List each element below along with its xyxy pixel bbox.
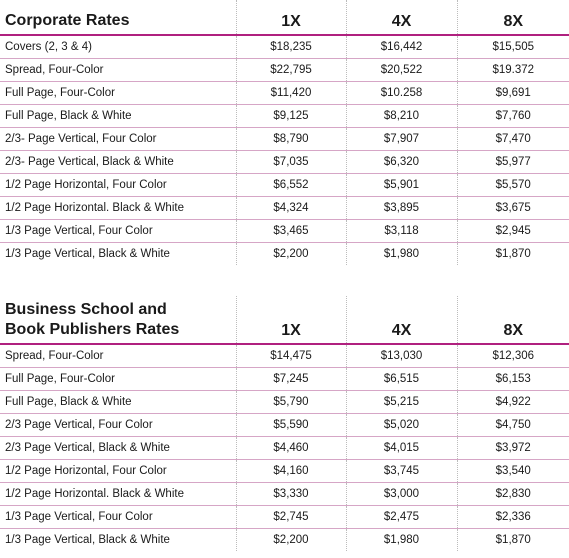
rate-8x: $2,336 <box>457 506 569 529</box>
rate-1x: $5,590 <box>236 414 346 437</box>
corporate-rates-title: Corporate Rates <box>0 0 236 35</box>
rate-4x: $13,030 <box>346 344 457 368</box>
rate-1x: $11,420 <box>236 82 346 105</box>
rate-4x: $1,980 <box>346 529 457 552</box>
table-row <box>0 529 569 552</box>
rate-4x: $10.258 <box>346 82 457 105</box>
row-label: Full Page, Black & White <box>0 391 236 414</box>
rate-8x: $3,540 <box>457 460 569 483</box>
rate-8x: $1,870 <box>457 243 569 266</box>
row-label: Full Page, Four-Color <box>0 368 236 391</box>
rate-4x: $3,118 <box>346 220 457 243</box>
rate-1x: $9,125 <box>236 105 346 128</box>
row-label: 1/3 Page Vertical, Black & White <box>5 248 170 260</box>
rate-4x: $5,020 <box>346 414 457 437</box>
rate-8x: $6,153 <box>457 368 569 391</box>
row-label: Full Page, Four-Color <box>0 82 236 105</box>
title-line-1: Business School and <box>5 301 167 318</box>
column-header-4x: 4X <box>346 0 457 35</box>
row-label: 2/3 Page Vertical, Four Color <box>0 414 236 437</box>
rate-8x: $4,750 <box>457 414 569 437</box>
column-header-8x: 8X <box>457 0 569 35</box>
rate-1x: $8,790 <box>236 128 346 151</box>
table-row <box>0 344 569 368</box>
table-row <box>0 368 569 391</box>
business-school-rates-table <box>0 296 569 551</box>
rate-1x: $7,245 <box>236 368 346 391</box>
table-row <box>0 506 569 529</box>
table-row <box>0 105 569 128</box>
corporate-rates-section <box>0 0 569 265</box>
rate-1x: $6,552 <box>236 174 346 197</box>
rate-1x: $3,330 <box>236 483 346 506</box>
business-school-rates-section <box>0 296 569 551</box>
business-school-rates-title <box>0 296 236 344</box>
table-row <box>0 82 569 105</box>
row-label: Full Page, Black & White <box>0 105 236 128</box>
rate-1x: $4,160 <box>236 460 346 483</box>
table-header-row <box>0 296 569 344</box>
table-row <box>0 437 569 460</box>
rate-8x: $19.372 <box>457 59 569 82</box>
corporate-rates-table <box>0 0 569 265</box>
row-label: Covers (2, 3 & 4) <box>0 35 236 59</box>
rate-8x: $5,570 <box>457 174 569 197</box>
column-header-1x: 1X <box>236 0 346 35</box>
rate-1x: $4,460 <box>236 437 346 460</box>
rate-1x: $2,200 <box>236 243 346 266</box>
rate-8x: $4,922 <box>457 391 569 414</box>
rate-4x: $2,475 <box>346 506 457 529</box>
rate-8x: $7,760 <box>457 105 569 128</box>
rate-1x: $14,475 <box>236 344 346 368</box>
column-header-1x: 1X <box>236 296 346 344</box>
table-row <box>0 460 569 483</box>
rate-1x: $22,795 <box>236 59 346 82</box>
rate-4x: $6,515 <box>346 368 457 391</box>
row-label: 1/2 Page Horizontal, Four Color <box>0 174 236 197</box>
row-label: 1/2 Page Horizontal. Black & White <box>0 197 236 220</box>
rate-4x: $6,320 <box>346 151 457 174</box>
title-line-2: Book Publishers Rates <box>5 321 180 338</box>
table-row <box>0 483 569 506</box>
rate-8x: $1,870 <box>457 529 569 552</box>
table-row <box>0 220 569 243</box>
rate-4x: $5,215 <box>346 391 457 414</box>
row-label: 1/3 Page Vertical, Four Color <box>0 506 236 529</box>
table-row <box>0 243 569 266</box>
row-label: 1/3 Page Vertical, Four Color <box>0 220 236 243</box>
rate-1x: $7,035 <box>236 151 346 174</box>
table-row <box>0 59 569 82</box>
rate-4x: $20,522 <box>346 59 457 82</box>
rate-4x: $3,895 <box>346 197 457 220</box>
row-label: 2/3- Page Vertical, Four Color <box>0 128 236 151</box>
rate-8x: $2,945 <box>457 220 569 243</box>
table-row <box>0 35 569 59</box>
rate-8x: $5,977 <box>457 151 569 174</box>
row-label: Spread, Four-Color <box>0 344 236 368</box>
row-label: 1/2 Page Horizontal, Four Color <box>0 460 236 483</box>
row-label: 2/3 Page Vertical, Black & White <box>0 437 236 460</box>
rate-8x: $3,972 <box>457 437 569 460</box>
rate-8x: $15,505 <box>457 35 569 59</box>
rate-4x: $8,210 <box>346 105 457 128</box>
rate-4x: $3,000 <box>346 483 457 506</box>
table-row <box>0 391 569 414</box>
table-row <box>0 128 569 151</box>
column-header-4x: 4X <box>346 296 457 344</box>
rate-1x: $2,745 <box>236 506 346 529</box>
table-row <box>0 414 569 437</box>
table-row <box>0 174 569 197</box>
rate-8x: $7,470 <box>457 128 569 151</box>
rate-4x: $16,442 <box>346 35 457 59</box>
table-row <box>0 151 569 174</box>
rate-1x: $4,324 <box>236 197 346 220</box>
rate-1x: $3,465 <box>236 220 346 243</box>
rate-8x: $3,675 <box>457 197 569 220</box>
row-label: 1/3 Page Vertical, Black & White <box>5 534 170 546</box>
column-header-8x: 8X <box>457 296 569 344</box>
rate-8x: $2,830 <box>457 483 569 506</box>
rate-4x: $3,745 <box>346 460 457 483</box>
rate-1x: $2,200 <box>236 529 346 552</box>
rate-4x: $1,980 <box>346 243 457 266</box>
table-row <box>0 197 569 220</box>
rate-1x: $5,790 <box>236 391 346 414</box>
rate-4x: $7,907 <box>346 128 457 151</box>
table-header-row <box>0 0 569 35</box>
row-label: 2/3- Page Vertical, Black & White <box>0 151 236 174</box>
rate-8x: $12,306 <box>457 344 569 368</box>
rate-4x: $4,015 <box>346 437 457 460</box>
rate-4x: $5,901 <box>346 174 457 197</box>
rate-1x: $18,235 <box>236 35 346 59</box>
row-label: Spread, Four-Color <box>0 59 236 82</box>
row-label: 1/2 Page Horizontal. Black & White <box>0 483 236 506</box>
rate-8x: $9,691 <box>457 82 569 105</box>
